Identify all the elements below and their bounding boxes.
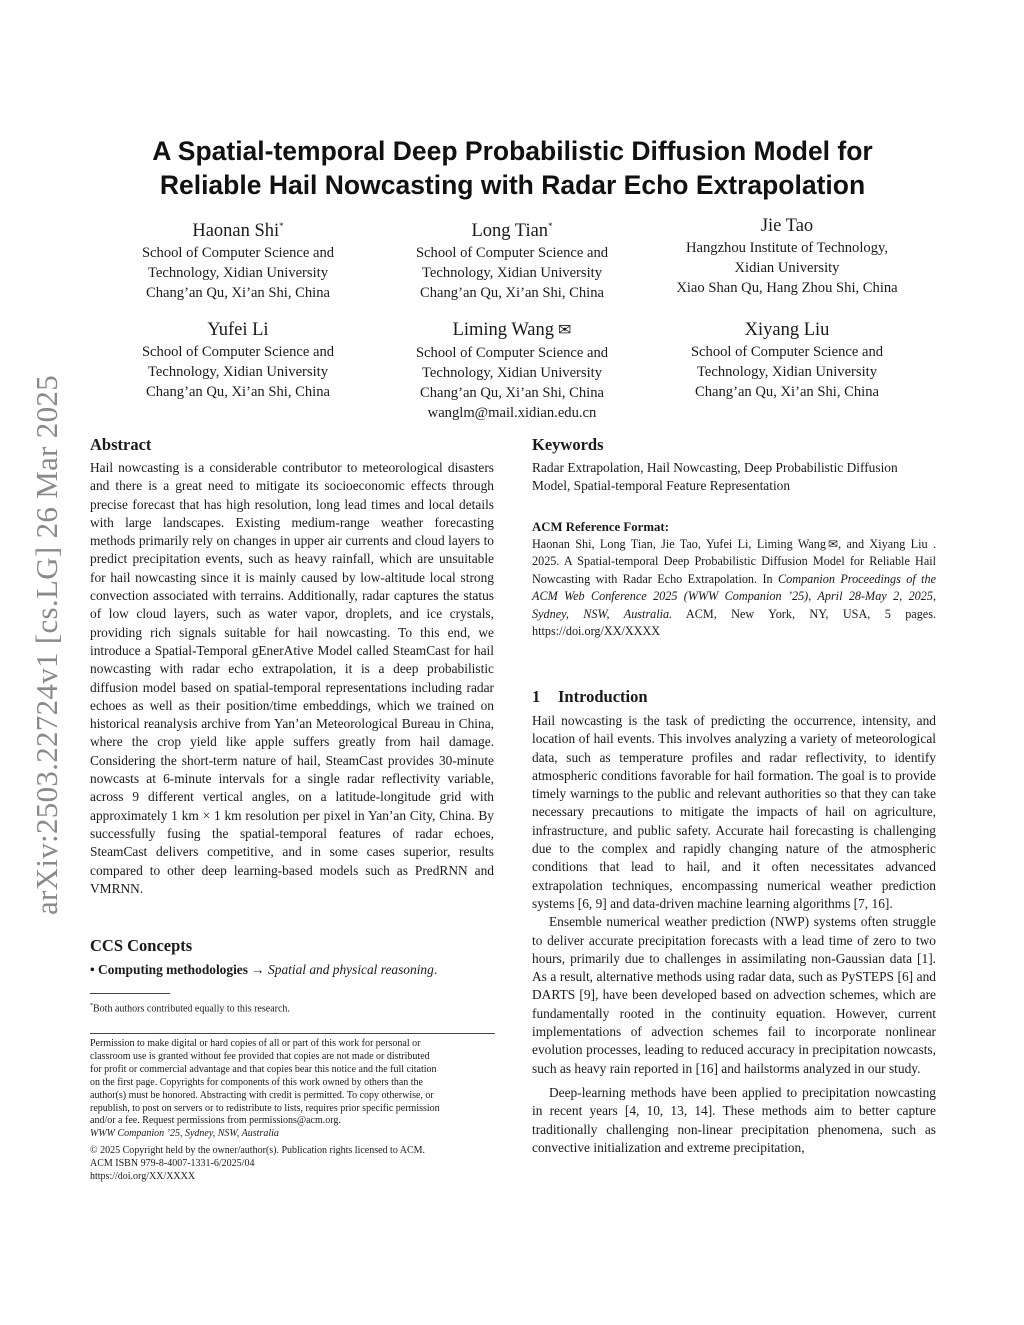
- venue-line: WWW Companion ’25, Sydney, NSW, Australia: [90, 1128, 279, 1140]
- footnote: [90, 1000, 495, 1015]
- author-mark: *: [548, 221, 553, 231]
- author-affiliation: Technology, Xidian University: [147, 364, 328, 380]
- acm-reference: [532, 519, 936, 640]
- author-affiliation: Chang’an Qu, Xi’an Shi, China: [145, 285, 331, 302]
- author-affiliation: School of Computer Science and: [415, 345, 609, 361]
- acm-reference-heading: ACM Reference Format:: [532, 520, 669, 534]
- acm-reference-venue: Companion Proceedings of the ACM Web Conference 2025 (WWW Companion ’25), April 28-May 2, 2025, Sydney, NSW, Australia.: [532, 571, 937, 621]
- section-title: Introduction: [558, 687, 648, 706]
- author-block: [88, 215, 388, 303]
- acm-reference-tail: ACM, New York, NY, USA, 5 pages. https://doi.org/XX/XXXX: [532, 606, 937, 639]
- permission-line: on the first page. Copyrights for components of this work owned by others than the: [90, 1076, 423, 1088]
- permission-line: author(s) must be honored. Abstracting with credit is permitted. To copy otherwise, or: [90, 1089, 434, 1101]
- author-name: Jie Tao: [760, 216, 814, 236]
- copyright-line: © 2025 Copyright held by the owner/author(s). Publication rights licensed to ACM.: [90, 1145, 426, 1157]
- footnote-mark: *: [90, 1003, 93, 1009]
- author-affiliation: Chang’an Qu, Xi’an Shi, China: [419, 285, 605, 302]
- author-affiliation: Hangzhou Institute of Technology,: [685, 240, 889, 256]
- author-name: Liming Wang: [452, 320, 555, 340]
- isbn-line: ACM ISBN 979-8-4007-1331-6/2025/04: [90, 1158, 255, 1170]
- author-affiliation: Chang’an Qu, Xi’an Shi, China: [694, 384, 880, 400]
- arxiv-identifier: arXiv:2503.22724v1 [cs.LG] 26 Mar 2025: [29, 374, 64, 916]
- intro-paragraph: Deep-learning methods have been applied to precipitation nowcasting in recent years [4, 10, 13, 14]. These methods aim to better capture traditionally challenging non-linear precipitation phenomena, such as convective initialization and extreme precipitation,: [532, 1084, 936, 1155]
- envelope-icon: ✉: [558, 322, 572, 339]
- permission-line: republish, to post on servers or to redistribute to lists, requires prior specific permission: [90, 1102, 440, 1114]
- keywords-section: [532, 434, 936, 496]
- permission-rule: [90, 1033, 495, 1034]
- acm-reference-authors: Haonan Shi, Long Tian, Jie Tao, Yufei Li, Liming Wang: [532, 537, 826, 551]
- abstract-section: [90, 434, 494, 898]
- footnote-text: Both authors contributed equally to this research.: [93, 1003, 290, 1015]
- introduction-heading: [532, 686, 936, 708]
- section-number: 1: [532, 687, 541, 706]
- author-block: [637, 319, 937, 402]
- acm-reference-body: , and Xiyang Liu . 2025. A Spatial-temporal Deep Probabilistic Diffusion Model for Reliable Hail Nowcasting with Radar Echo Extrapolation. In: [532, 537, 937, 586]
- author-affiliation: School of Computer Science and: [415, 245, 609, 262]
- author-block: [362, 215, 662, 303]
- author-affiliation: Xiao Shan Qu, Hang Zhou Shi, China: [676, 280, 898, 296]
- author-name: Xiyang Liu: [744, 320, 830, 340]
- author-block: [88, 319, 388, 402]
- ccs-section: [90, 935, 494, 979]
- author-email: wanglm@mail.xidian.edu.cn: [427, 405, 597, 421]
- author-affiliation: Chang’an Qu, Xi’an Shi, China: [145, 384, 331, 400]
- author-name: Haonan Shi: [192, 221, 280, 242]
- author-affiliation: School of Computer Science and: [141, 245, 335, 262]
- author-affiliation: Technology, Xidian University: [696, 364, 877, 380]
- author-name: Yufei Li: [207, 320, 269, 340]
- author-affiliation: Technology, Xidian University: [421, 365, 602, 381]
- author-name: Long Tian: [471, 221, 549, 242]
- title-line-2: Reliable Hail Nowcasting with Radar Echo Extrapolation: [159, 170, 866, 200]
- intro-paragraph: Ensemble numerical weather prediction (NWP) systems often struggle to deliver accurate precipitation forecasts with a lead time of zero to two hours, primarily due to challenges in assimilating non-Gaussian data [1]. As a result, alternative methods using radar data, such as PySTEPS [6] and DARTS [9], have been developed based on advection schemes, which are fundamentally rooted in the continuity equation. However, current implementations of advection schemes fail to incorporate nonlinear evolution processes, leading to reduced accuracy in precipitation nowcasts, such as heavy rain reported in [16] and hailstorms analyzed in our study.: [532, 914, 936, 1076]
- permission-line: for profit or commercial advantage and that copies bear this notice and the full citation: [90, 1063, 437, 1075]
- abstract-text: Hail nowcasting is a considerable contributor to meteorological disasters and there is a great need to mitigate its socioeconomic effects through precise forecast that has high resolution, long lead times and local details with large landscapes. Existing medium-range weather forecasting methods primarily rely on changes in upper air currents and cloud layers to predict precipitation events, such as heavy rainfall, which are unsuitable for hail nowcasting since it is mainly caused by low-altitude local strong convection associated with terrains. Additionally, radar captures the status of low cloud layers, such as water vapor, droplets, and ice crystals, providing rich signals suitable for hail nowcasting. To this end, we introduce a Spatial-Temporal gEnerAtive Model called SteamCast for hail nowcasting with radar echo extrapolation, it is a deep probabilistic diffusion model based on spatial-temporal representations including radar echoes as well as their position/time embeddings, which we trained on historical reanalysis archive from Yan’an Meteorological Bureau in China, where the crop yield like apple suffers greatly from hail damage. Considering the short-term nature of hail, SteamCast provides 30-minute nowcasts at 6-minute intervals for a single radar reflectivity variable, across 9 different vertical angles, on a latitude-longitude grid with approximately 1 km × 1 km resolution per pixel in Yan’an City, China. By successfully fusing the spatial-temporal features of radar echoes, SteamCast delivers competitive, and in some cases superior, results compared to other deep learning-based models such as PredRNN and VMRNN.: [90, 460, 494, 896]
- author-affiliation: Xidian University: [734, 260, 840, 276]
- author-affiliation: Technology, Xidian University: [147, 265, 328, 282]
- permission-line: classroom use is granted without fee provided that copies are not made or distributed: [90, 1050, 430, 1062]
- ccs-concept: [90, 961, 494, 979]
- permission-line: Permission to make digital or hard copies of all or part of this work for personal or: [90, 1038, 421, 1049]
- paper-title: [90, 134, 935, 202]
- abstract-heading: Abstract: [90, 435, 152, 454]
- author-affiliation: Chang’an Qu, Xi’an Shi, China: [419, 385, 605, 401]
- keywords-heading: Keywords: [532, 435, 604, 454]
- title-line-1: A Spatial-temporal Deep Probabilistic Diffusion Model for: [152, 136, 873, 166]
- doi-line: https://doi.org/XX/XXXX: [90, 1171, 196, 1183]
- ccs-heading: CCS Concepts: [90, 936, 193, 955]
- permission-line: and/or a fee. Request permissions from permissions@acm.org.: [90, 1115, 341, 1127]
- author-affiliation: School of Computer Science and: [141, 344, 335, 360]
- author-affiliation: Technology, Xidian University: [421, 265, 602, 282]
- ccs-bullet: • Computing methodologies: [90, 962, 248, 977]
- author-block: [362, 319, 662, 423]
- keywords-text: Radar Extrapolation, Hail Nowcasting, Deep Probabilistic Diffusion Model, Spatial-temporal Feature Representation: [532, 460, 898, 494]
- acm-reference-text: [532, 536, 936, 640]
- author-block: [637, 215, 937, 298]
- author-mark: *: [279, 221, 284, 231]
- ccs-end: .: [433, 962, 438, 977]
- ccs-item: Spatial and physical reasoning: [268, 962, 434, 977]
- arxiv-sidebar: [30, 345, 64, 945]
- intro-paragraph: Hail nowcasting is the task of predicting the occurrence, intensity, and location of hail events. This involves analyzing a variety of meteorological data, such as temperature profiles and radar reflectivity, to identify atmospheric conditions favorable for hail formation. The goal is to provide timely warnings to the public and relevant authorities so that they can take necessary precautions to mitigate the impacts of hail on agriculture, infrastructure, and public safety. Accurate hail forecasting is challenging due to the complex and rapidly changing nature of the atmospheric conditions that lead to hail, and it often necessitates advanced extrapolation techniques, encompassing numerical weather prediction systems [6, 9] and data-driven machine learning algorithms [7, 16].: [532, 713, 936, 911]
- introduction-section: [532, 686, 936, 1157]
- footnote-rule: [90, 993, 170, 994]
- author-affiliation: School of Computer Science and: [690, 344, 884, 360]
- arrow-icon: →: [247, 962, 269, 977]
- envelope-icon: ✉: [828, 537, 839, 551]
- permission-block: [90, 1038, 495, 1184]
